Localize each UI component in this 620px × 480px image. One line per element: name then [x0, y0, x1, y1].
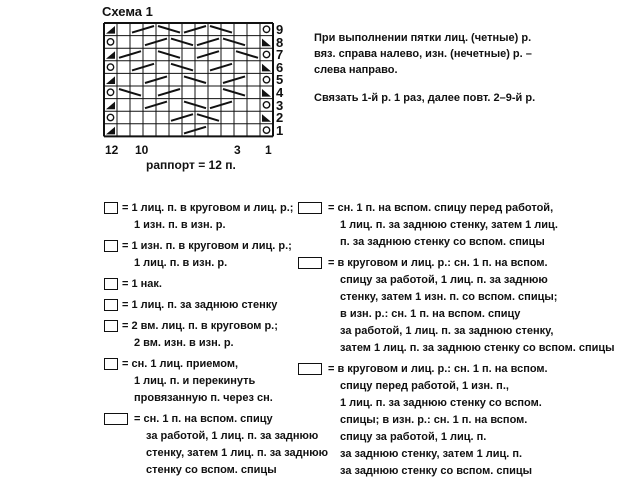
- cable-right-purl-icon: [298, 257, 322, 269]
- legend-text: = сн. 1 лиц. приемом,: [122, 358, 239, 370]
- legend-item: [104, 318, 278, 352]
- knitting-chart: [103, 22, 275, 138]
- legend-text: спицу за работой, 1 лиц. п.: [340, 431, 487, 443]
- row-number: 1: [276, 122, 284, 138]
- row-number: 2: [276, 110, 284, 126]
- legend-text: затем 1 лиц. п. за заднюю стенку со вспом. спицы: [340, 342, 615, 354]
- yarn-over-symbol: [263, 77, 269, 83]
- legend-text: п. за заднюю стенку со вспом. спицы: [340, 236, 545, 248]
- instructions-note: [314, 30, 614, 118]
- purl-stitch-icon: [104, 240, 118, 252]
- yarn-over-symbol: [107, 114, 113, 120]
- note-line: Связать 1-й р. 1 раз, далее повт. 2–9-й р.: [314, 92, 536, 104]
- row-numbers: [276, 22, 290, 136]
- row-number: 4: [276, 85, 284, 100]
- k2tog-symbol: [106, 127, 115, 135]
- legend-item: [104, 238, 292, 272]
- legend-text: стенку со вспом. спицы: [146, 464, 277, 476]
- legend-item: [298, 361, 548, 480]
- chart-title: Схема 1: [102, 4, 153, 19]
- legend-text: = 1 лиц. п. в круговом и лиц. р.;: [122, 202, 294, 214]
- repeat-label: раппорт = 12 п.: [146, 158, 236, 172]
- ssk-symbol: [262, 114, 271, 122]
- legend-item: [298, 255, 615, 357]
- cable-left-purl-icon: [298, 363, 322, 375]
- legend-text: 1 лиц. п. в изн. р.: [134, 257, 228, 269]
- note-line: При выполнении пятки лиц. (четные) р.: [314, 32, 532, 44]
- legend-text: 1 лиц. п. за заднюю стенку со вспом.: [340, 397, 542, 409]
- legend-text: стенку, затем 1 лиц. п. за заднюю: [146, 447, 329, 459]
- legend-text: = 1 нак.: [122, 278, 162, 290]
- yarn-over-symbol: [263, 51, 269, 57]
- chart-grid: [104, 23, 273, 136]
- legend-item: [104, 411, 328, 479]
- knit-tbl-icon: [104, 299, 118, 311]
- legend-text: в изн. р.: сн. 1 п. на вспом. спицу: [340, 308, 521, 320]
- ssk-symbol: [262, 64, 271, 72]
- note-line: вяз. справа налево, изн. (нечетные) р. –: [314, 48, 532, 60]
- ssk-symbol: [262, 39, 271, 47]
- row-number: 7: [276, 47, 284, 63]
- legend-text: за заднюю стенку со вспом. спицы: [340, 465, 533, 477]
- row-number: 6: [276, 59, 284, 75]
- k2tog-symbol: [106, 26, 115, 34]
- legend-text: 2 вм. изн. в изн. р.: [134, 337, 234, 349]
- legend-text: спицу перед работой, 1 изн. п.,: [340, 380, 509, 392]
- yarn-over-symbol: [107, 64, 113, 70]
- row-number: 9: [276, 22, 284, 37]
- legend-text: провязанную п. через сн.: [134, 392, 273, 404]
- legend-item: [104, 356, 273, 407]
- yarn-over-symbol: [263, 127, 269, 133]
- legend-text: = в круговом и лиц. р.: сн. 1 п. на вспом.: [328, 363, 548, 375]
- stitch-number: 10: [135, 143, 149, 157]
- cable-left-icon: [298, 202, 322, 214]
- legend-text: за работой, 1 лиц. п. за заднюю: [146, 430, 319, 442]
- legend-item: [104, 297, 277, 314]
- legend-text: 1 изн. п. в изн. р.: [134, 219, 226, 231]
- stitch-number: 12: [105, 143, 119, 157]
- legend-text: = сн. 1 п. на вспом. спицу перед работой,: [328, 202, 554, 214]
- k2tog-symbol: [106, 76, 115, 84]
- legend-text: = сн. 1 п. на вспом. спицу: [134, 413, 273, 425]
- stitch-numbers: [103, 143, 273, 159]
- row-number: 3: [276, 97, 284, 113]
- ssk-symbol: [262, 89, 271, 97]
- legend-item: [104, 276, 162, 293]
- knit-stitch-icon: [104, 202, 118, 214]
- legend-text: спицу за работой, 1 лиц. п. за заднюю: [340, 274, 548, 286]
- yarn-over-symbol: [263, 102, 269, 108]
- yarn-over-symbol: [107, 39, 113, 45]
- legend-text: спицы; в изн. р.: сн. 1 п. на вспом.: [340, 414, 528, 426]
- legend-text: 1 лиц. п. и перекинуть: [134, 375, 256, 387]
- note-line: слева направо.: [314, 64, 398, 76]
- k2tog-symbol: [106, 102, 115, 110]
- cable-crossings: [119, 26, 258, 133]
- legend-text: 1 лиц. п. за заднюю стенку, затем 1 лиц.: [340, 219, 558, 231]
- legend-text: = 2 вм. лиц. п. в круговом р.;: [122, 320, 278, 332]
- k2tog-icon: [104, 320, 118, 332]
- row-number: 8: [276, 34, 284, 50]
- legend-item: [298, 200, 558, 251]
- row-number: 5: [276, 72, 284, 88]
- stitch-number: 3: [234, 143, 241, 157]
- legend-text: стенку, затем 1 изн. п. со вспом. спицы;: [340, 291, 558, 303]
- k2tog-symbol: [106, 51, 115, 59]
- legend-text: = 1 лиц. п. за заднюю стенку: [122, 299, 278, 311]
- yarn-over-symbol: [107, 89, 113, 95]
- legend-text: = в круговом и лиц. р.: сн. 1 п. на вспом.: [328, 257, 548, 269]
- legend-text: за заднюю стенку, затем 1 лиц. п.: [340, 448, 523, 460]
- legend-text: = 1 изн. п. в круговом и лиц. р.;: [122, 240, 292, 252]
- cable-right-icon: [104, 413, 128, 425]
- yarn-over-symbol: [263, 26, 269, 32]
- ssk-icon: [104, 358, 118, 370]
- stitch-number: 1: [265, 143, 272, 157]
- yarn-over-icon: [104, 278, 118, 290]
- legend-text: за работой, 1 лиц. п. за заднюю стенку,: [340, 325, 554, 337]
- legend-item: [104, 200, 293, 234]
